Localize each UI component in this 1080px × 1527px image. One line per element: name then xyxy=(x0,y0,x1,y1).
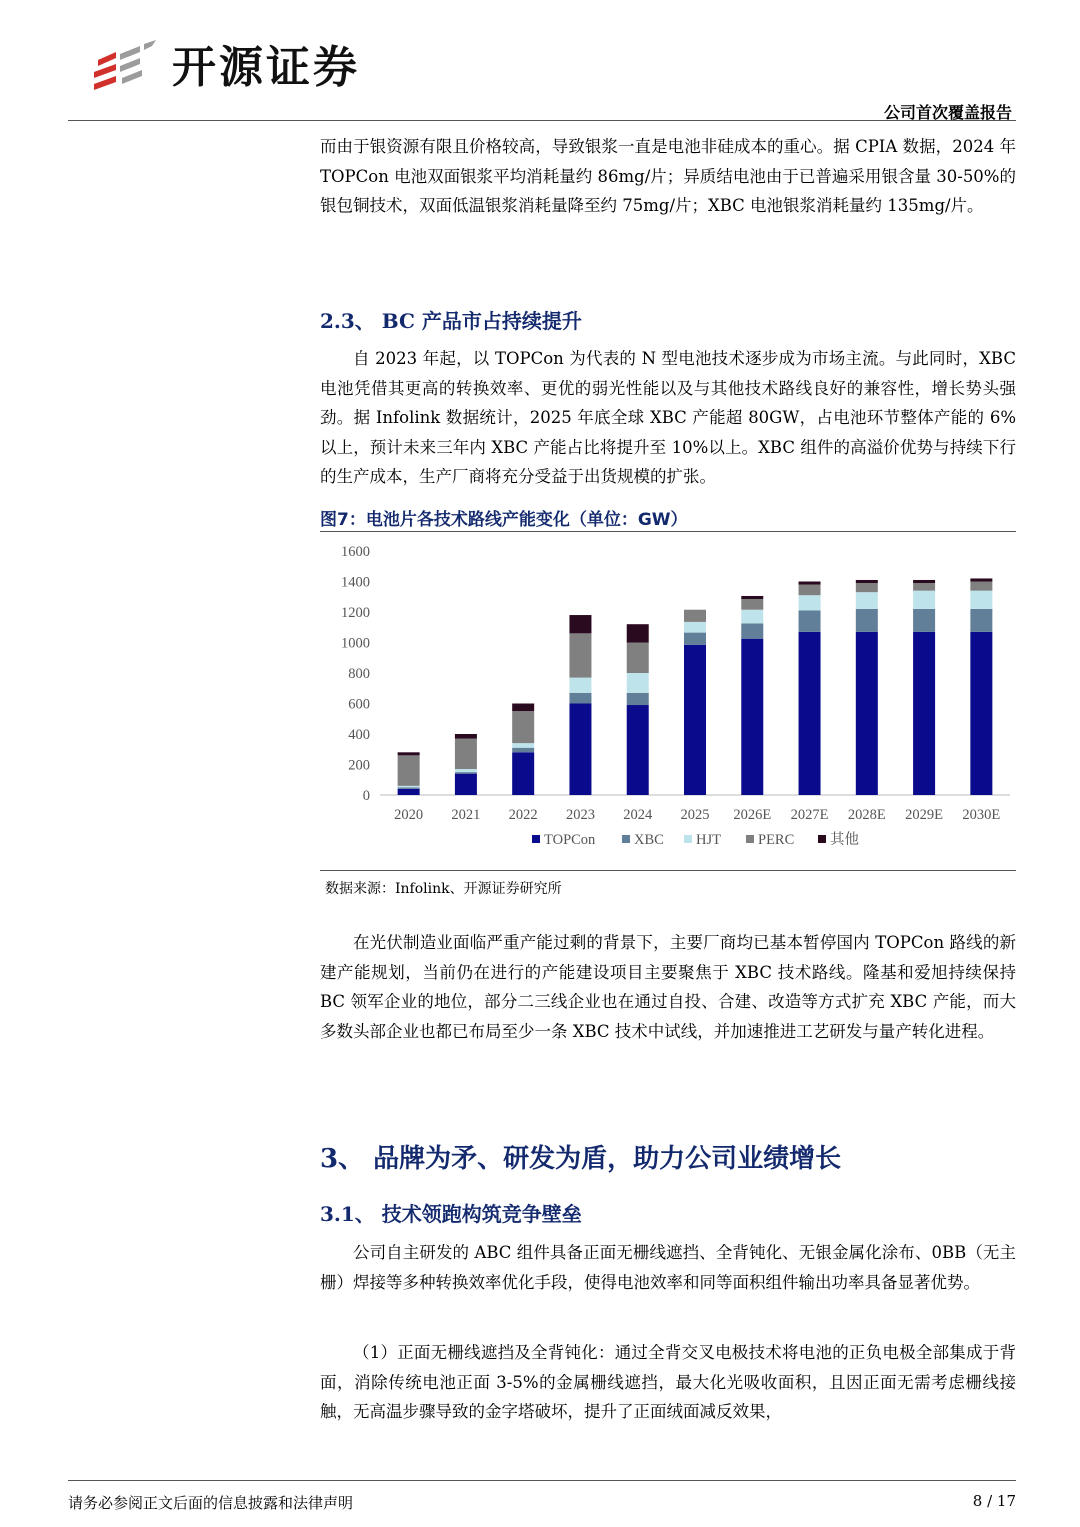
bar-segment-PERC-2030E xyxy=(970,582,992,591)
figure-title: 图7：电池片各技术路线产能变化（单位：GW） xyxy=(320,510,688,530)
paragraph-silver-paste: 而由于银资源有限且价格较高，导致银浆一直是电池非硅成本的重心。据 CPIA 数据，2024 年 TOPCon 电池双面银浆平均消耗量约 86mg/片；异质结电池由于已普遍采用银含量 30-50%的银包铜技术，双面低温银浆消耗量降至约 75mg/片；XBC 电池银浆消耗量约 135mg/片。 xyxy=(320,137,1016,215)
paragraph-bc-market: 自 2023 年起，以 TOPCon 为代表的 N 型电池技术逐步成为市场主流。与此同时，XBC 电池凭借其更高的转换效率、更优的弱光性能以及与其他技术路线良好的兼容性，增长势头强劲。据 Infolink 数据统计，2025 年底全球 XBC 产能超 80GW，占电池环节整体产能的 6%以上，预计未来三年内 XBC 产能占比将提升至 10%以上。XBC 组件的高溢价优势与持续下行的生产成本，生产厂商将充分受益于出货规模的扩张。 xyxy=(320,349,1016,486)
bar-segment-TOPCon-2026E xyxy=(741,639,763,795)
bar-segment-XBC-2029E xyxy=(913,609,935,632)
bar-segment-其他-2020 xyxy=(398,752,420,755)
bar-segment-其他-2029E xyxy=(913,580,935,583)
x-tick-label: 2025 xyxy=(680,807,710,823)
bar-segment-XBC-2024 xyxy=(627,693,649,705)
bar-segment-HJT-2025 xyxy=(684,622,706,633)
legend-label-其他: 其他 xyxy=(830,832,859,848)
bar-segment-TOPCon-2025 xyxy=(684,645,706,795)
bar-segment-TOPCon-2021 xyxy=(455,774,477,795)
bar-segment-XBC-2021 xyxy=(455,772,477,774)
footer-disclaimer: 请务必参阅正文后面的信息披露和法律声明 xyxy=(68,1494,354,1512)
bar-segment-其他-2026E xyxy=(741,596,763,599)
bar-segment-TOPCon-2020 xyxy=(398,789,420,795)
legend-label-TOPCon: TOPCon xyxy=(544,832,596,848)
legend-swatch-XBC xyxy=(622,835,630,843)
bar-segment-其他-2022 xyxy=(512,704,534,712)
x-tick-label: 2030E xyxy=(962,807,1001,823)
legend-label-HJT: HJT xyxy=(696,832,721,848)
section-heading-3-1: 3.1、 技术领跑构筑竞争壁垒 xyxy=(320,1202,582,1226)
x-tick-label: 2024 xyxy=(623,807,653,823)
bar-segment-XBC-2026E xyxy=(741,623,763,638)
bar-segment-HJT-2021 xyxy=(455,769,477,772)
logo-mark-icon xyxy=(92,40,158,96)
bar-segment-XBC-2030E xyxy=(970,609,992,632)
bar-segment-TOPCon-2023 xyxy=(569,704,591,796)
paragraph-xbc-expansion: 在光伏制造业面临严重产能过剩的背景下，主要厂商均已基本暂停国内 TOPCon 路线的新建产能规划，当前仍在进行的产能建设项目主要聚焦于 XBC 技术路线。隆基和爱旭持续保持 BC 领军企业的地位，部分二三线企业也在通过自投、合建、改造等方式扩充 XBC 产能，而大多数头部企业也都已布局至少一条 XBC 技术中试线，并加速推进工艺研发与量产转化进程。 xyxy=(320,933,1016,1041)
bar-segment-XBC-2028E xyxy=(856,609,878,632)
y-tick-label: 800 xyxy=(348,666,370,682)
bar-segment-XBC-2027E xyxy=(799,610,821,631)
report-type: 公司首次覆盖报告 xyxy=(883,103,1012,122)
bar-segment-其他-2024 xyxy=(627,624,649,642)
legend-label-PERC: PERC xyxy=(758,832,795,848)
x-tick-label: 2029E xyxy=(905,807,944,823)
y-tick-label: 1200 xyxy=(341,605,370,621)
bar-segment-HJT-2024 xyxy=(627,673,649,693)
figure-source: 数据来源：Infolink、开源证券研究所 xyxy=(325,881,562,897)
y-tick-label: 200 xyxy=(348,757,370,774)
legend-swatch-HJT xyxy=(684,835,692,843)
bar-segment-TOPCon-2024 xyxy=(627,705,649,795)
bar-segment-TOPCon-2022 xyxy=(512,752,534,795)
x-tick-label: 2020 xyxy=(394,807,424,823)
y-tick-label: 0 xyxy=(362,788,370,804)
bar-segment-PERC-2028E xyxy=(856,583,878,592)
header-divider xyxy=(68,120,1016,121)
bar-segment-其他-2028E xyxy=(856,580,878,583)
bar-segment-TOPCon-2027E xyxy=(799,632,821,795)
bar-segment-PERC-2029E xyxy=(913,583,935,591)
bar-segment-PERC-2022 xyxy=(512,711,534,743)
bar-segment-XBC-2020 xyxy=(398,787,420,789)
section-heading-3: 3、 品牌为矛、研发为盾，助力公司业绩增长 xyxy=(320,1144,842,1174)
figure-bottom-rule xyxy=(320,870,1016,871)
x-tick-label: 2026E xyxy=(733,807,772,823)
bar-segment-其他-2023 xyxy=(569,615,591,633)
logo-text: 开源证券 xyxy=(172,42,360,93)
bar-segment-PERC-2023 xyxy=(569,633,591,677)
bar-segment-PERC-2027E xyxy=(799,585,821,596)
bar-segment-HJT-2029E xyxy=(913,591,935,609)
bar-segment-PERC-2025 xyxy=(684,610,706,622)
paragraph-abc-module: 公司自主研发的 ABC 组件具备正面无栅线遮挡、全背钝化、无银金属化涂布、0BB（无主栅）焊接等多种转换效率优化手段，使得电池效率和同等面积组件输出功率具备显著优势。 xyxy=(320,1243,1016,1292)
y-tick-label: 1000 xyxy=(341,635,370,652)
bar-segment-TOPCon-2030E xyxy=(970,632,992,795)
legend-label-XBC: XBC xyxy=(634,832,664,848)
bar-segment-HJT-2027E xyxy=(799,595,821,610)
page-number: 8 / 17 xyxy=(972,1492,1016,1510)
bar-segment-TOPCon-2029E xyxy=(913,632,935,795)
y-tick-label: 1400 xyxy=(341,574,370,591)
bar-segment-PERC-2021 xyxy=(455,739,477,770)
bar-segment-其他-2021 xyxy=(455,734,477,739)
bar-segment-HJT-2026E xyxy=(741,610,763,624)
y-tick-label: 1600 xyxy=(341,544,370,560)
legend-swatch-TOPCon xyxy=(532,835,540,843)
paragraph-front-no-grid: （1）正面无栅线遮挡及全背钝化：通过全背交叉电极技术将电池的正负电极全部集成于背面，消除传统电池正面 3-5%的金属栅线遮挡，最大化光吸收面积，且因正面无需考虑栅线接触，无高温步骤导致的金字塔破坏，提升了正面绒面减反效果， xyxy=(320,1343,1016,1421)
bar-segment-PERC-2026E xyxy=(741,599,763,610)
x-tick-label: 2021 xyxy=(451,807,481,823)
y-tick-label: 600 xyxy=(348,696,370,713)
section-heading-2-3: 2.3、 BC 产品市占持续提升 xyxy=(320,309,582,333)
bar-segment-PERC-2020 xyxy=(398,755,420,786)
legend-swatch-其他 xyxy=(818,835,826,843)
bar-segment-其他-2030E xyxy=(970,578,992,581)
bar-segment-HJT-2022 xyxy=(512,743,534,748)
legend-swatch-PERC xyxy=(746,835,754,843)
x-tick-label: 2022 xyxy=(508,807,538,823)
footer-divider xyxy=(68,1480,1016,1481)
bar-segment-HJT-2030E xyxy=(970,591,992,609)
bar-segment-TOPCon-2028E xyxy=(856,632,878,795)
figure-top-rule xyxy=(320,531,1016,532)
x-tick-label: 2027E xyxy=(790,807,829,823)
bar-segment-XBC-2023 xyxy=(569,693,591,704)
x-tick-label: 2028E xyxy=(847,807,886,823)
y-tick-label: 400 xyxy=(348,727,370,743)
bar-segment-XBC-2025 xyxy=(684,633,706,645)
bar-segment-其他-2027E xyxy=(799,582,821,585)
bar-segment-HJT-2023 xyxy=(569,678,591,693)
bar-segment-PERC-2024 xyxy=(627,643,649,674)
x-tick-label: 2023 xyxy=(565,807,595,823)
capacity-bar-chart xyxy=(320,533,1016,868)
bar-segment-XBC-2022 xyxy=(512,748,534,753)
bar-segment-HJT-2020 xyxy=(398,786,420,788)
bar-segment-HJT-2028E xyxy=(856,592,878,609)
